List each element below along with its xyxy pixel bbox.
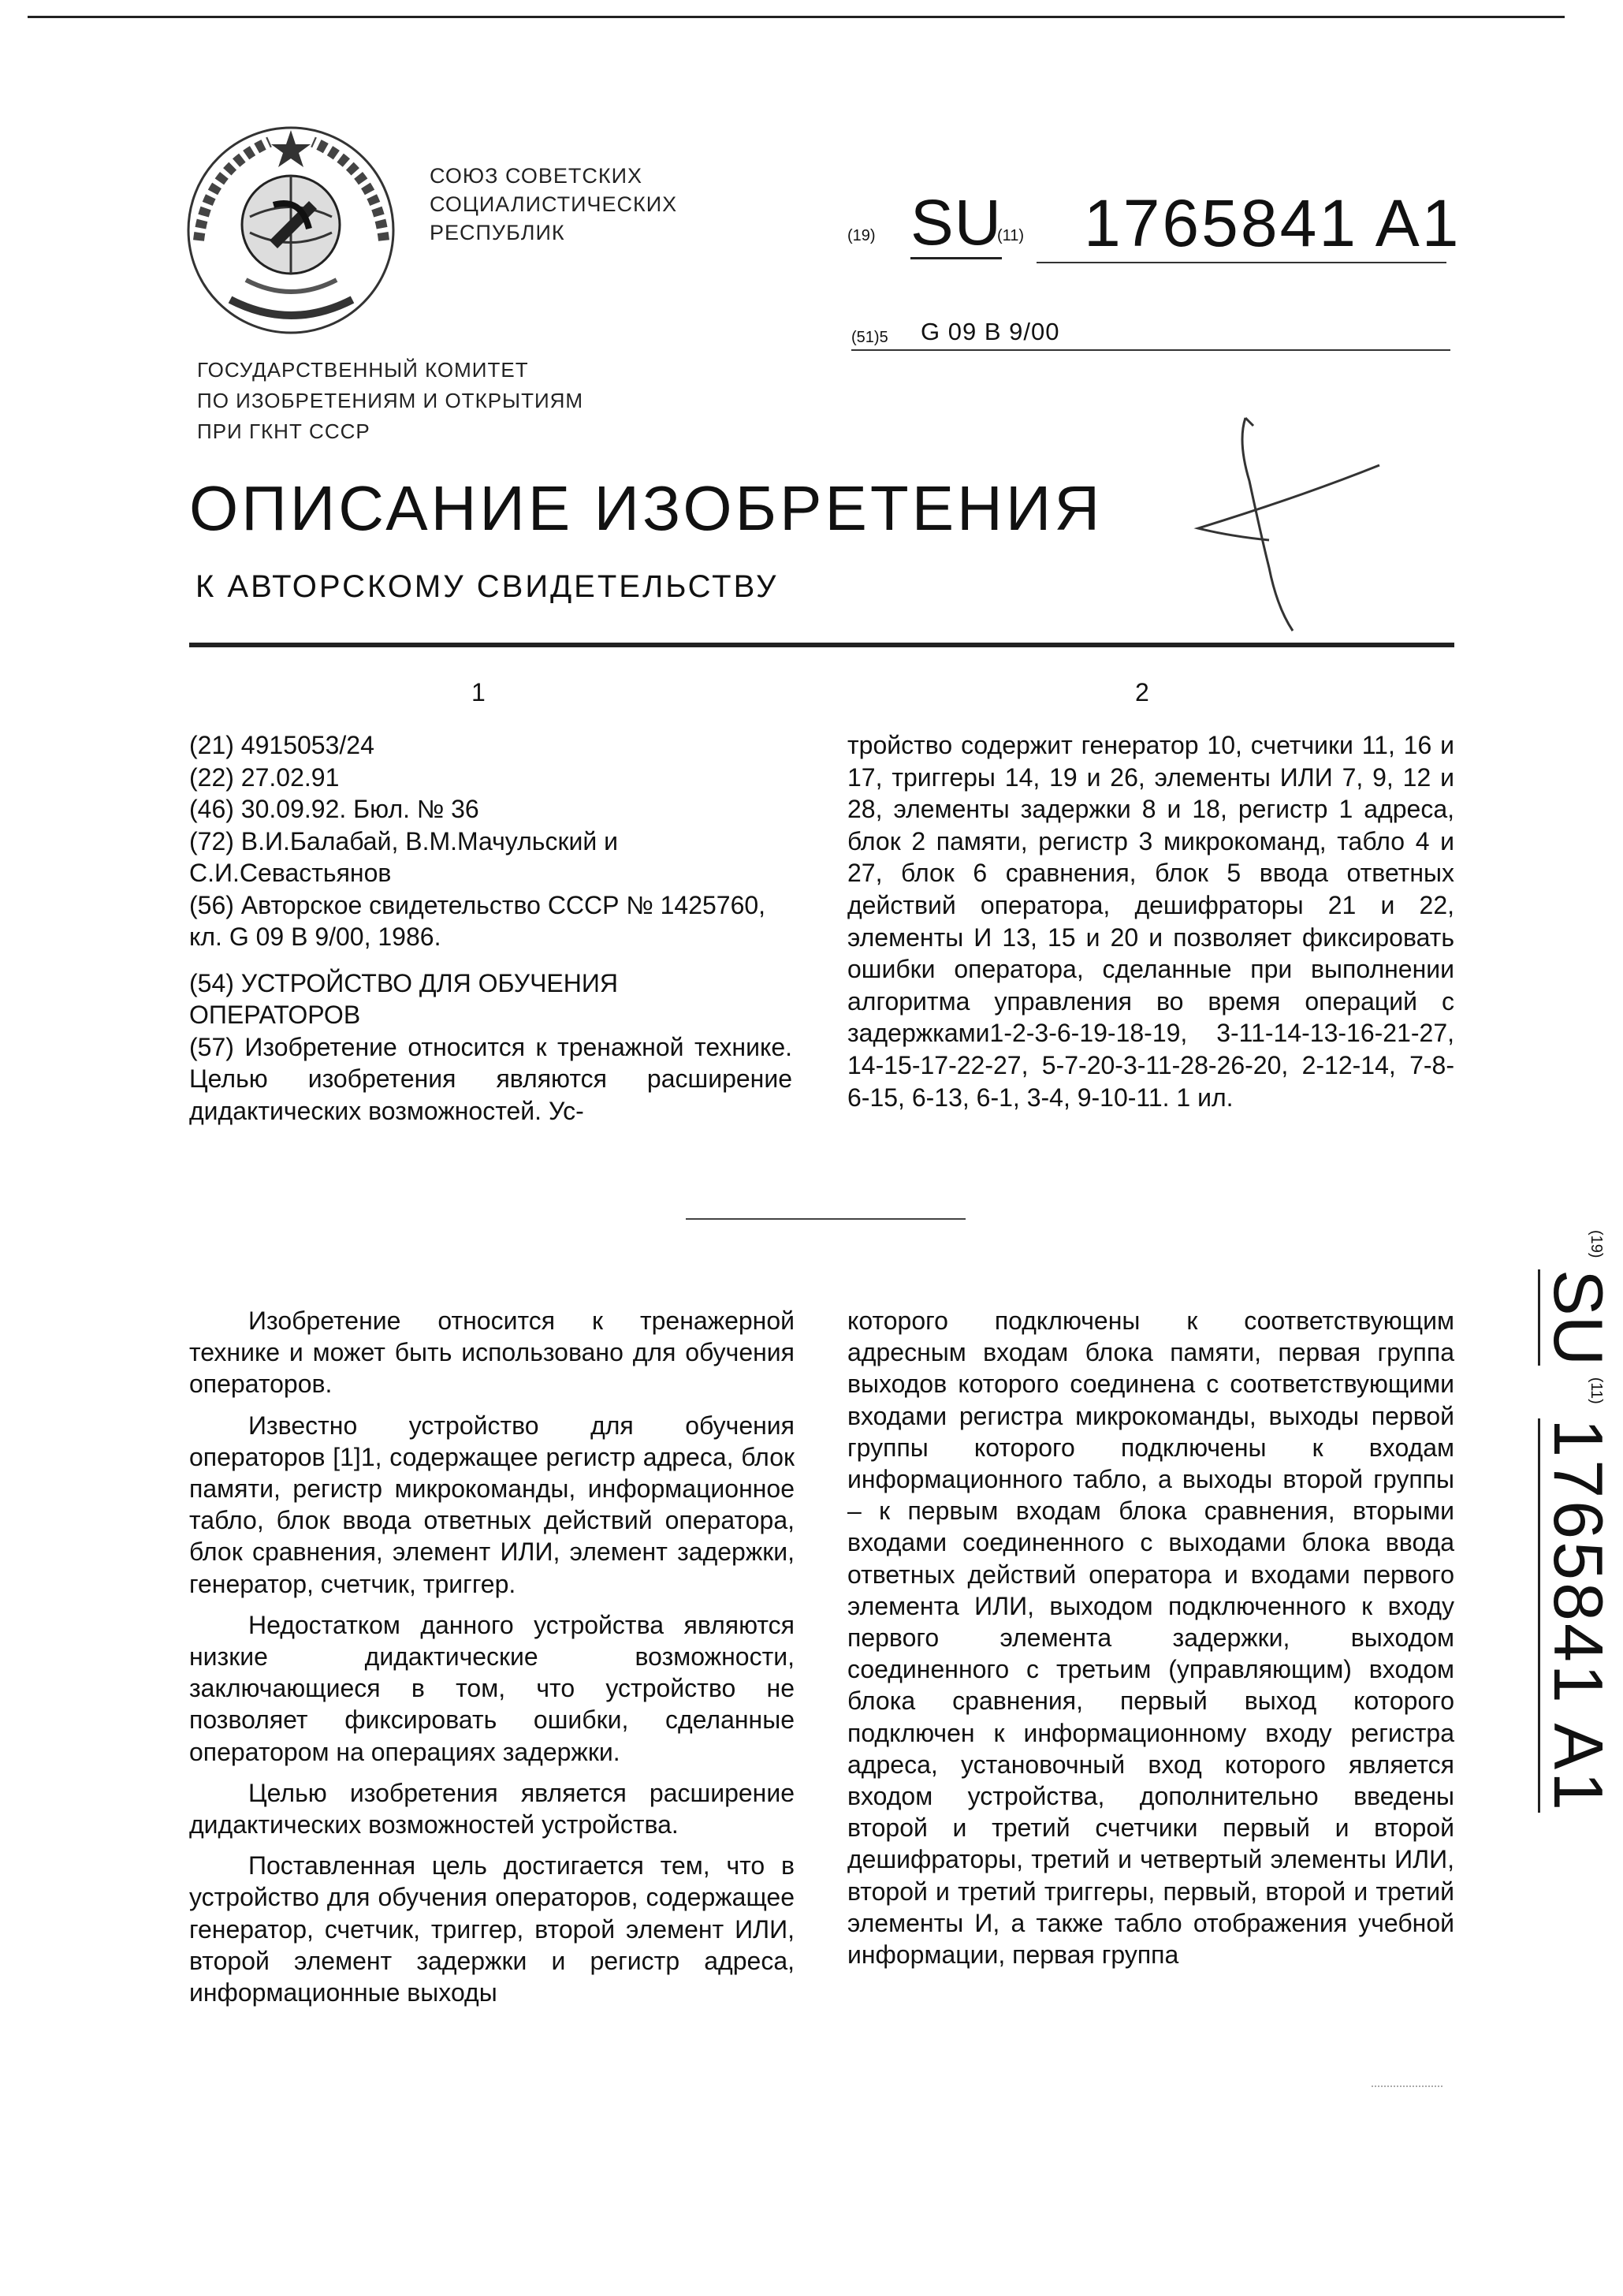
- field-tag-51: (51)5: [851, 329, 888, 346]
- country-name: СОЮЗ СОВЕТСКИХ СОЦИАЛИСТИЧЕСКИХ РЕСПУБЛИК: [430, 164, 678, 244]
- field-56-references: (56) Авторское свидетельство СССР № 1425760, кл. G 09 B 9/00, 1986.: [189, 890, 766, 951]
- paragraph: Целью изобретения является расширение дидактических возможностей устройства.: [189, 1778, 795, 1839]
- body-column-left: [189, 1305, 795, 2018]
- ipc-classification: [851, 318, 1450, 351]
- document-title: ОПИСАНИЕ ИЗОБРЕТЕНИЯ: [189, 473, 1104, 543]
- column-number-2: 2: [1135, 678, 1149, 706]
- document-subtitle: К АВТОРСКОМУ СВИДЕТЕЛЬСТВУ: [195, 569, 779, 604]
- field-54-title: (54) УСТРОЙСТВО ДЛЯ ОБУЧЕНИЯ ОПЕРАТОРОВ: [189, 968, 618, 1029]
- field-72-authors: (72) В.И.Балабай, В.М.Мачульский и С.И.Севастьянов: [189, 826, 618, 887]
- field-46: (46) 30.09.92. Бюл. № 36: [189, 795, 479, 823]
- top-rule: [28, 16, 1565, 18]
- scan-smudge: [1372, 2085, 1442, 2087]
- field-22: (22) 27.02.91: [189, 762, 340, 792]
- field-57-abstract: (57) Изобретение относится к тренажной технике. Целью изобретения являются расширение дидактических возможностей. Ус-: [189, 1032, 792, 1125]
- section-separator: [686, 1218, 966, 1220]
- paragraph: Изобретение относится к тренажерной технике и может быть использовано для обучения операторов.: [189, 1306, 795, 1399]
- abstract-continued: тройство содержит генератор 10, счетчики 11, 16 и 17, триггеры 14, 19 и 26, элементы ИЛИ 7, 9, 12 и 28, элементы задержки 8 и 18, регистр 1 адреса, блок 2 памяти, регистр 3 микрокоманд, табло 4 и 27, блок 6 сравнения, блок 5 ввода ответных действий оператора, дешифраторы 21 и 22, элементы И 13, 15 и 20 и позволяет фиксировать ошибки оператора, сделанные при выполнении алгоритма управления во время операций с задержками1-2-3-6-19-18-19, 3-11-14-13-16-21-27, 14-15-17-22-27, 5-7-20-3-11-28-26-20, 2-12-14, 7-8-6-15, 6-13, 6-1, 3-4, 9-10-11. 1 ил.: [847, 731, 1454, 1112]
- paragraph: Недостатком данного устройства являются низкие дидактические возможности, заключающиеся в том, что устройство не позволяет фиксировать ошибки, сделанные оператором на операциях задержки.: [189, 1610, 795, 1766]
- paragraph: Известно устройство для обучения операторов [1]1, содержащее регистр адреса, блок памяти, регистр микрокоманды, информационное табло, блок ввода ответных действий оператора, блок сравнения, элемент ИЛИ, элемент задержки, генератор, счетчик, триггер.: [189, 1411, 795, 1598]
- side-stamp: [1506, 1230, 1623, 2121]
- field-21: (21) 4915053/24: [189, 731, 374, 759]
- handwritten-mark-icon: [1182, 410, 1419, 639]
- ussr-emblem-icon: [183, 122, 400, 339]
- country-code: SU: [910, 187, 1002, 259]
- paragraph: Поставленная цель достигается тем, что в устройство для обучения операторов, содержащее генератор, счетчик, триггер, второй элемент ИЛИ, второй элемент задержки и регистр адреса, информационные выходы: [189, 1851, 795, 2007]
- field-tag-11: (11): [997, 227, 1025, 244]
- side-patent-number: 1765841 A1: [1539, 1418, 1617, 1813]
- column-number-1: 1: [471, 678, 486, 706]
- body-column-right: которого подключены к соответствующим адресным входам блока памяти, первая группа выходов которого соединена с соответствующими входами регистра микрокоманды, выходы первой группы которого подключены к входам информационного табло, а выходы второй группы – к первым входам блока сравнения, вторыми входами соединенного с выходами блока ввода ответных действий оператора и входами первого элемента ИЛИ, выходом подключенного к входу первого элемента задержки, выходом соединенного с третьим (управляющим) входом блока сравнения, первый выход которого подключен к информационному входу регистра адреса, установочный вход которого является входом устройства, дополнительно введены второй и третий счетчики первый и второй дешифраторы, третий и четвертый элементы ИЛИ, второй и третий триггеры, первый, второй и третий элементы И, а также табло отображения учебной информации, первая группа: [847, 1306, 1454, 1970]
- field-tag-19: (19): [847, 227, 876, 244]
- patent-number: 1765841 A1: [1084, 186, 1461, 260]
- ipc-class: G 09 B 9/00: [921, 318, 1060, 345]
- header-rule: [189, 643, 1454, 647]
- side-tag-11: (11): [1588, 1377, 1605, 1404]
- publication-number: [847, 186, 1462, 268]
- bibliography: [189, 729, 792, 1127]
- committee-name: ГОСУДАРСТВЕННЫЙ КОМИТЕТ ПО ИЗОБРЕТЕНИЯМ И ОТКРЫТИЯМ ПРИ ГКНТ СССР: [197, 358, 584, 443]
- side-tag-19: (19): [1588, 1230, 1605, 1258]
- side-country-code: SU: [1539, 1269, 1617, 1366]
